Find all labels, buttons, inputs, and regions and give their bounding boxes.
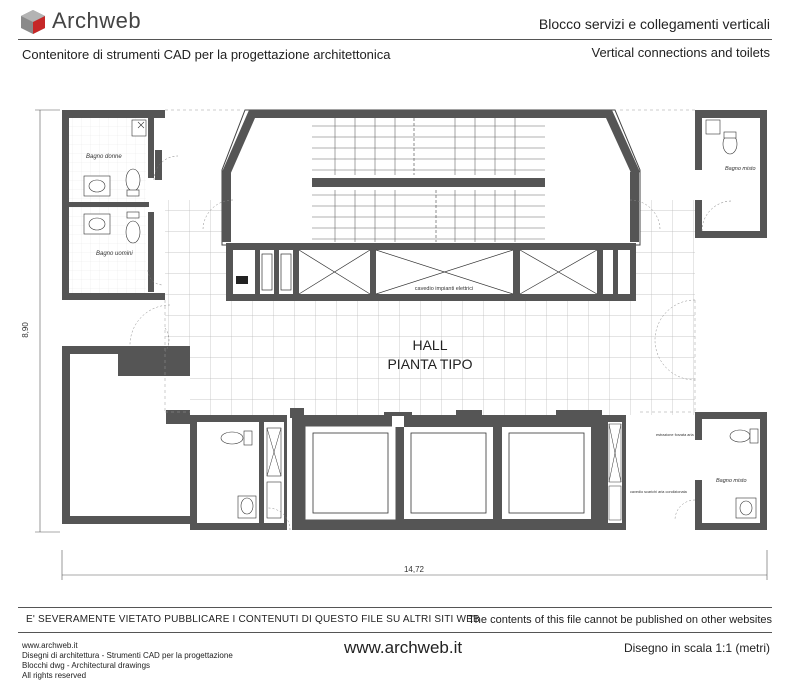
footer-line: www.archweb.it bbox=[22, 641, 78, 650]
footer-line: All rights reserved bbox=[22, 671, 87, 680]
estrazione-fumi-label: estrazione forzata aria bbox=[656, 433, 694, 437]
pianta-tipo-label: PIANTA TIPO bbox=[387, 356, 473, 372]
subtitle-it: Contenitore di strumenti CAD per la progettazione architettonica bbox=[22, 47, 391, 62]
bagno-misto-top-label: Bagno misto bbox=[725, 166, 756, 172]
brand-name: Archweb bbox=[52, 8, 142, 33]
footer-divider bbox=[18, 607, 772, 608]
bagno-donne-label: Bagno donne bbox=[86, 154, 122, 160]
footer-line: Blocchi dwg - Architectural drawings bbox=[22, 661, 151, 670]
drawing-title-it: Blocco servizi e collegamenti verticali bbox=[538, 16, 770, 32]
warning-it: E' SEVERAMENTE VIETATO PUBBLICARE I CONTENUTI DI QUESTO FILE SU ALTRI SITI WEB bbox=[26, 614, 480, 625]
drawing-title-en: Vertical connections and toilets bbox=[591, 45, 770, 60]
footer-divider-2 bbox=[18, 632, 772, 633]
warning-en: The contents of this file cannot be published on other websites bbox=[468, 614, 772, 626]
cavedio-scarichi-label: cavedio scarichi aria condizionata bbox=[630, 490, 687, 494]
footer-line: Disegni di architettura - Strumenti CAD per la progettazione bbox=[22, 651, 233, 660]
hall-label: HALL bbox=[412, 337, 448, 353]
cavedio-label: cavedio impianti elettrici bbox=[414, 286, 474, 292]
bagno-uomini-label: Bagno uomini bbox=[96, 251, 133, 257]
footer-site-link[interactable]: www.archweb.it bbox=[344, 638, 463, 657]
bagno-misto-bottom-label: Bagno misto bbox=[716, 478, 747, 484]
scale-note: Disegno in scala 1:1 (metri) bbox=[623, 641, 770, 655]
footer-credits bbox=[22, 641, 233, 681]
width-dimension: 14,72 bbox=[403, 565, 425, 574]
height-dimension: 8,90 bbox=[21, 322, 30, 338]
